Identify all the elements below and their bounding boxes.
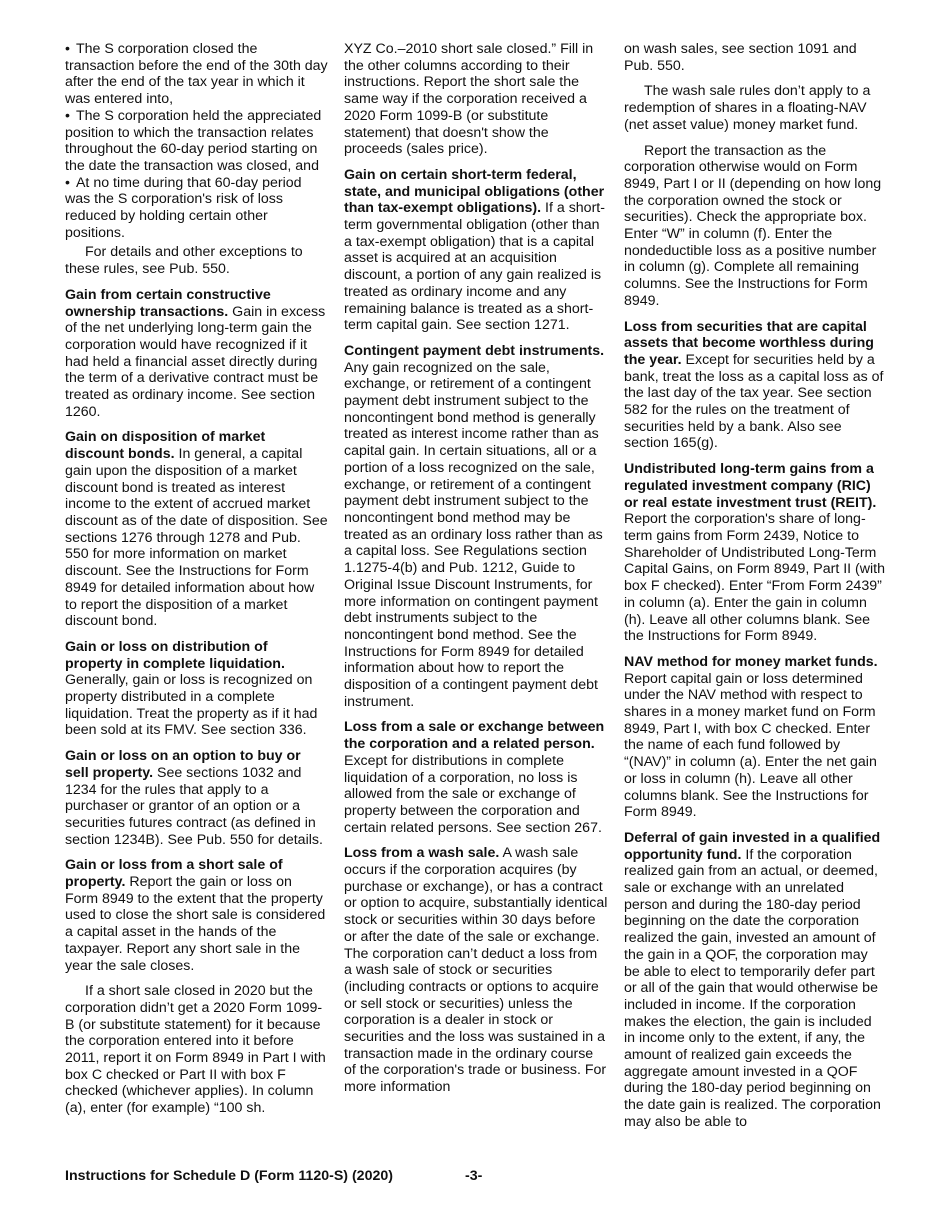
page-number: -3- — [465, 1168, 483, 1184]
section-heading: Loss from securities that are capital assets that become worthless during the year. — [624, 318, 874, 368]
section-body: A wash sale occurs if the corporation acquires (by purchase or exchange), or has a contract or option to acquire, substantially identical stock or securities within 30 days before or after the date of the sale or exchange. The corporation can’t deduct a loss from a wash sale of stock or securities (including contracts or options to acquire or sell stock or securities) unless the corporation is a dealer in stock or securities and the loss was sustained in a transaction made in the ordinary course of the corporation's trade or business. For more information — [344, 845, 608, 1096]
paragraph: XYZ Co.–2010 short sale closed.” Fill in the other columns according to their instructions. Report the short sale the same way if the corporation received a 2020 Form 1099-B (or substitute statement) that doesn't show the proceeds (sales price). — [344, 41, 594, 158]
section — [65, 857, 328, 974]
section-body: Except for securities held by a bank, treat the loss as a capital loss as of the last day of the tax year. See section 582 for the rules on the treatment of securities held by a bank. Also see section 165(g). — [624, 351, 884, 452]
section-heading: Gain or loss from a short sale of property. — [65, 857, 283, 891]
section — [65, 748, 328, 848]
section-heading: Gain on certain short-term federal, state, and municipal obligations (other than tax-exempt obligations). — [344, 166, 605, 217]
footer-title: Instructions for Schedule D (Form 1120-S) (2020) — [65, 1168, 393, 1184]
bullet-item: • The S corporation closed the transaction before the end of the 30th day after the end of the tax year in which it was entered into, — [65, 41, 328, 108]
section-body: Gain in excess of the net underlying long-term gain the corporation would have recognized if it had held a financial asset directly during the term of a derivative contract must be treated as ordinary income. See section 1260. — [65, 303, 326, 420]
section-body: Report the corporation's share of long-term gains from Form 2439, Notice to Shareholder of Undistributed Long-Term Capital Gains, on Form 8949, Part II (with box F checked). Enter “From Form 2439” in column (a). Enter the gain in column (h). Leave all other columns blank. See the Instructions for Form 8949. — [624, 511, 886, 645]
section — [344, 845, 608, 1096]
section-body: Except for distributions in complete liquidation of a corporation, no loss is allowed from the sale or exchange of property between the corporation and certain related persons. See section 267. — [344, 752, 602, 836]
section — [624, 319, 886, 453]
section — [624, 654, 886, 821]
paragraph: If a short sale closed in 2020 but the corporation didn’t get a 2020 Form 1099-B (or substitute statement) for it because the corporation entered into it before 2011, report it on Form 8949 in Part I with box C checked or Part II with box F checked (whichever applies). In column (a), enter (for example) “100 sh. — [65, 983, 326, 1117]
section — [624, 461, 886, 645]
section-heading: Gain on disposition of market discount bonds. — [65, 429, 266, 463]
column-2 — [344, 41, 608, 1105]
section-heading: Contingent payment debt instruments. — [344, 342, 605, 359]
section — [65, 429, 328, 629]
section-heading: Loss from a wash sale. — [344, 845, 500, 862]
paragraph: The wash sale rules don’t apply to a redemption of shares in a floating-NAV (net asset value) money market fund. — [624, 83, 871, 133]
section-body: If a short-term governmental obligation (other than a tax-exempt obligation) that is a capital asset is acquired at an acquisition discount, a portion of any gain realized is treated as ordinary income and any remaining balance is treated as a short-term capital gain. See section 1271. — [344, 200, 605, 334]
section-heading: NAV method for money market funds. — [624, 653, 878, 670]
bullet-list — [65, 41, 328, 241]
paragraph: For details and other exceptions to these rules, see Pub. 550. — [65, 244, 303, 278]
section-heading: Undistributed long-term gains from a regulated investment company (RIC) or real estate investment trust (REIT). — [624, 461, 877, 511]
column-1 — [65, 41, 328, 1126]
section-heading: Gain from certain constructive ownership transactions. — [65, 286, 271, 320]
section-body: See sections 1032 and 1234 for the rules that apply to a purchaser or grantor of an option or a securities futures contract (as defined in section 1234B). See Pub. 550 for details. — [65, 764, 323, 848]
section-body: Report the gain or loss on Form 8949 to the extent that the property used to close the short sale is considered a capital asset in the hands of the taxpayer. Report any short sale in the year the sale closes. — [65, 874, 326, 974]
section — [344, 167, 608, 334]
section-body: Report capital gain or loss determined under the NAV method with respect to shares in a money market fund on Form 8949, Part I, with box C checked. Enter the name of each fund followed by “(NAV)” in column (a). Enter the net gain or loss in column (h). Leave all other columns blank. See the Instructions for Form 8949. — [624, 670, 877, 821]
section — [65, 287, 328, 421]
section — [65, 639, 328, 739]
section — [344, 719, 608, 836]
section-body: In general, a capital gain upon the disposition of a market discount bond is treated as interest income to the extent of accrued market discount as of the date of disposition. See sections 1276 through 1278 and Pub. 550 for more information on market discount. See the Instructions for Form 8949 for detailed information about how to report the disposition of a market discount bond. — [65, 446, 328, 630]
section-heading: Gain or loss on distribution of property in complete liquidation. — [65, 638, 285, 672]
bullet-item: • At no time during that 60-day period was the S corporation's risk of loss reduced by holding certain other positions. — [65, 175, 328, 242]
section — [624, 830, 886, 1131]
section-body: Generally, gain or loss is recognized on property distributed in a complete liquidation. Treat the property as if it had been sold at its FMV. See section 336. — [65, 672, 318, 739]
section — [344, 343, 608, 710]
column-3 — [624, 41, 886, 1140]
section-heading: Loss from a sale or exchange between the corporation and a related person. — [344, 719, 605, 753]
section-body: If the corporation realized gain from an actual, or deemed, sale or exchange with an unrelated person and during the 180-day period beginning on the date the corporation realized the gain, invested an amount of the gain in a QOF, the corporation may be able to elect to temporarily defer part or all of the gain that would otherwise be included in income. If the corporation makes the election, the gain is included in income only to the extent, if any, the amount of realized gain exceeds the aggregate amount invested in a QOF during the 180-day period beginning on the date gain is realized. The corporation may also be able to — [624, 846, 881, 1130]
bullet-item: • The S corporation held the appreciated position to which the transaction relates throughout the 60-day period starting on the date the transaction was closed, and — [65, 108, 328, 175]
section-heading: Deferral of gain invested in a qualified opportunity fund. — [624, 829, 881, 863]
section-heading: Gain or loss on an option to buy or sell property. — [65, 748, 301, 781]
paragraph: Report the transaction as the corporation otherwise would on Form 8949, Part I or II (depending on how long the corporation owned the stock or securities). Check the appropriate box. Enter “W” in column (f). Enter the nondeductible loss as a positive number in column (g). Complete all remaining columns. See the Instructions for Form 8949. — [624, 142, 882, 309]
paragraph: on wash sales, see section 1091 and Pub. 550. — [624, 41, 857, 74]
section-body: Any gain recognized on the sale, exchange, or retirement of a contingent payment debt instrument subject to the noncontingent bond method is generally treated as interest income rather than as capital gain. In certain situations, all or a portion of a loss recognized on the sale, exchange, or retirement of a contingent payment debt instrument subject to the noncontingent bond method may be treated as an ordinary loss rather than as a capital loss. See Regulations section 1.1275-4(b) and Pub. 1212, Guide to Original Issue Discount Instruments, for more information on contingent payment debt instruments subject to the noncontingent bond method. See the Instructions for Form 8949 for detailed information about how to report the disposition of a contingent payment debt instrument. — [344, 359, 603, 710]
